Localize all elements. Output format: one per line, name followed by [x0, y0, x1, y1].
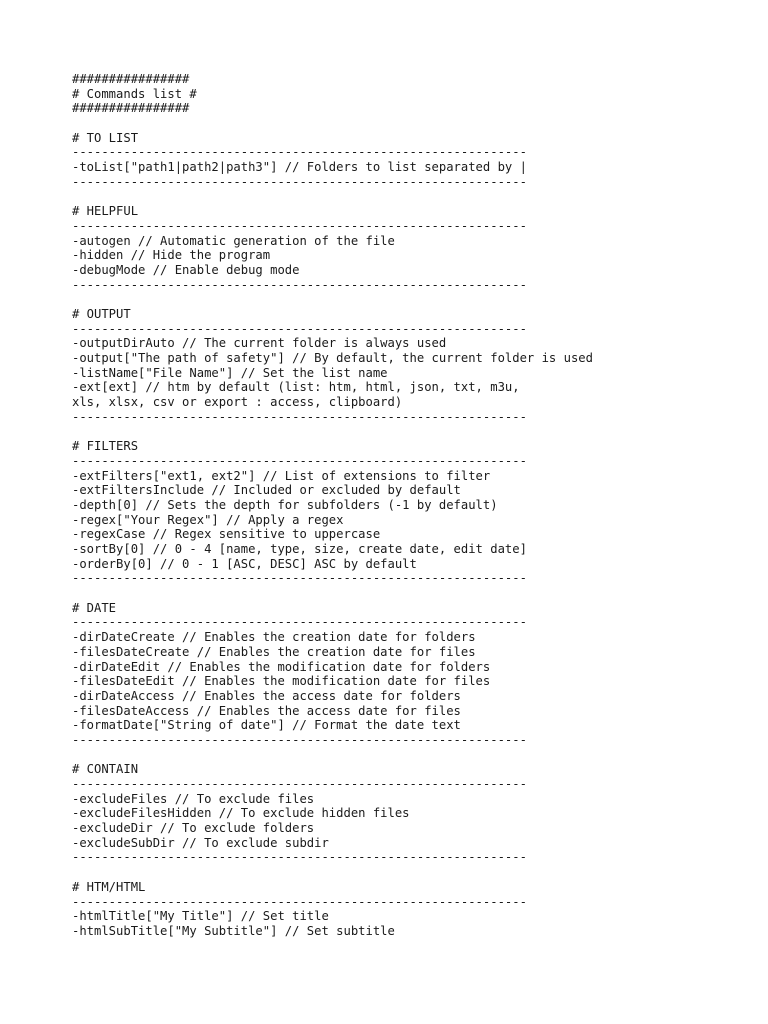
command-line: -regexCase // Regex sensitive to uppercase [72, 527, 381, 542]
command-line: -hidden // Hide the program [72, 248, 271, 263]
divider-line: -------------------------------------------------------------- [72, 615, 527, 630]
document-body [72, 72, 752, 939]
command-line: -filesDateCreate // Enables the creation date for files [72, 644, 476, 659]
command-line: -toList["path1|path2|path3"] // Folders to list separated by | [72, 160, 527, 175]
divider-line: -------------------------------------------------------------- [72, 894, 527, 909]
section-heading: # OUTPUT [72, 307, 131, 321]
divider-line: -------------------------------------------------------------- [72, 732, 527, 747]
divider-line: -------------------------------------------------------------- [72, 850, 527, 865]
text-line: xls, xlsx, csv or export : access, clipboard) [72, 395, 403, 410]
command-line: -ext[ext] // htm by default (list: htm, html, json, txt, m3u, [72, 380, 520, 395]
blank-line [72, 116, 752, 131]
command-line: -regex["Your Regex"] // Apply a regex [72, 512, 344, 527]
section-heading: # HELPFUL [72, 204, 139, 219]
command-line: -dirDateAccess // Enables the access date for folders [72, 688, 461, 703]
command-line: -listName["File Name"] // Set the list name [72, 365, 388, 380]
command-line: -output["The path of safety"] // By default, the current folder is used [72, 351, 593, 366]
divider-line: -------------------------------------------------------------- [72, 174, 527, 189]
section-heading: # Commands list # [72, 86, 197, 101]
blank-line [72, 190, 752, 205]
blank-line [72, 425, 752, 440]
command-line: -depth[0] // Sets the depth for subfolders (-1 by default) [72, 497, 498, 512]
command-line: -orderBy[0] // 0 - 1 [ASC, DESC] ASC by default [72, 556, 417, 571]
divider-line: -------------------------------------------------------------- [72, 571, 527, 586]
command-line: -excludeDir // To exclude folders [72, 821, 315, 836]
divider-line: -------------------------------------------------------------- [72, 218, 527, 233]
divider-line: -------------------------------------------------------------- [72, 321, 527, 336]
blank-line [72, 586, 752, 601]
command-line: -excludeFiles // To exclude files [72, 791, 315, 806]
command-line: -extFiltersInclude // Included or excluded by default [72, 483, 461, 498]
banner-line: ################ [72, 101, 190, 116]
section-heading: # FILTERS [72, 439, 139, 454]
command-line: -excludeFilesHidden // To exclude hidden files [72, 806, 410, 821]
command-line: -formatDate["String of date"] // Format the date text [72, 718, 461, 733]
command-line: -debugMode // Enable debug mode [72, 262, 300, 277]
command-line: -filesDateAccess // Enables the access date for files [72, 703, 461, 718]
blank-line [72, 748, 752, 763]
command-line: -autogen // Automatic generation of the file [72, 233, 395, 248]
command-line: -sortBy[0] // 0 - 4 [name, type, size, create date, edit date] [72, 542, 527, 556]
command-line: -dirDateCreate // Enables the creation date for folders [72, 630, 476, 645]
divider-line: -------------------------------------------------------------- [72, 409, 527, 424]
command-line: -htmlSubTitle["My Subtitle"] // Set subtitle [72, 923, 395, 938]
command-line: -htmlTitle["My Title"] // Set title [72, 909, 329, 924]
document-page [72, 72, 752, 939]
divider-line: -------------------------------------------------------------- [72, 453, 527, 468]
divider-line: -------------------------------------------------------------- [72, 777, 527, 791]
section-heading: # DATE [72, 600, 117, 615]
divider-line: -------------------------------------------------------------- [72, 145, 527, 160]
banner-line: ################ [72, 72, 190, 86]
section-heading: # HTM/HTML [72, 879, 146, 894]
blank-line [72, 292, 752, 307]
section-heading: # CONTAIN [72, 762, 139, 777]
blank-line [72, 865, 752, 880]
divider-line: -------------------------------------------------------------- [72, 277, 527, 292]
command-line: -dirDateEdit // Enables the modification date for folders [72, 659, 491, 674]
command-line: -outputDirAuto // The current folder is always used [72, 336, 447, 351]
command-line: -filesDateEdit // Enables the modification date for files [72, 674, 491, 689]
section-heading: # TO LIST [72, 130, 139, 145]
command-line: -extFilters["ext1, ext2"] // List of extensions to filter [72, 468, 491, 483]
command-line: -excludeSubDir // To exclude subdir [72, 835, 329, 850]
